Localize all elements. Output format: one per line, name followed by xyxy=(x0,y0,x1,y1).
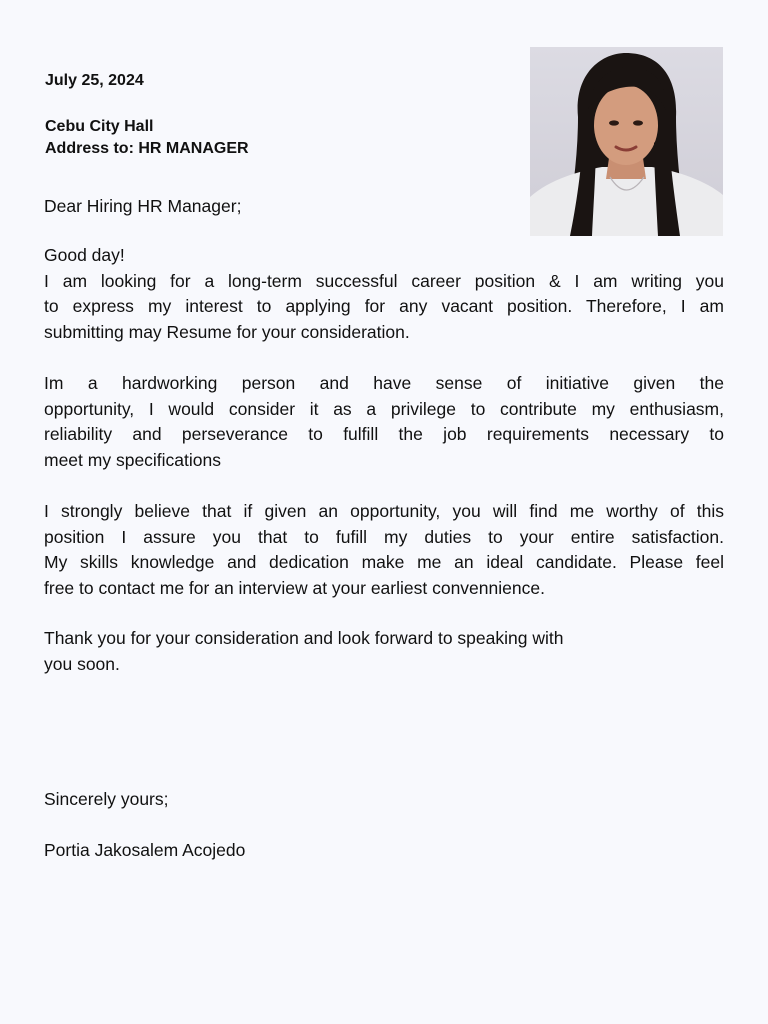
paragraph-line: meet my specifications xyxy=(44,449,222,470)
signature-name: Portia Jakosalem Acojedo xyxy=(44,840,246,860)
paragraph-line: My skills knowledge and dedication make me an ideal candidate. Please feel xyxy=(44,552,724,572)
paragraph-line: you soon. xyxy=(44,653,120,674)
paragraph-qualities xyxy=(44,371,724,473)
paragraph-line: submitting may Resume for your consideration. xyxy=(44,321,410,342)
letter-header xyxy=(45,70,249,160)
paragraph-line: I am looking for a long-term successful career position & I am writing you xyxy=(44,270,724,291)
paragraph-line: to express my interest to applying for any vacant position. Therefore, I am xyxy=(44,296,724,316)
salutation: Dear Hiring HR Manager; xyxy=(44,196,242,216)
closing: Sincerely yours; xyxy=(44,789,169,809)
paragraph-line: opportunity, I would consider it as a privilege to contribute my enthusiasm, xyxy=(44,398,724,419)
paragraph-thanks xyxy=(44,626,684,677)
recipient-name: Cebu City Hall xyxy=(45,118,154,135)
paragraph-line: I strongly believe that if given an opportunity, you will find me worthy of this xyxy=(44,501,724,521)
paragraph-line: Im a hardworking person and have sense of initiative given the xyxy=(44,373,724,393)
greeting: Good day! xyxy=(44,245,125,265)
paragraph-line: free to contact me for an interview at your earliest convennience. xyxy=(44,577,545,598)
paragraph-line: position I assure you that to fufill my duties to your entire satisfaction. xyxy=(44,526,724,547)
recipient-address: Address to: HR MANAGER xyxy=(45,140,249,157)
paragraph-intro xyxy=(44,243,724,345)
paragraph-line: Thank you for your consideration and look forward to speaking with xyxy=(44,628,564,648)
paragraph-line: reliability and perseverance to fulfill the job requirements necessary to xyxy=(44,424,724,444)
paragraph-belief xyxy=(44,499,724,601)
letter-date: July 25, 2024 xyxy=(45,72,144,89)
